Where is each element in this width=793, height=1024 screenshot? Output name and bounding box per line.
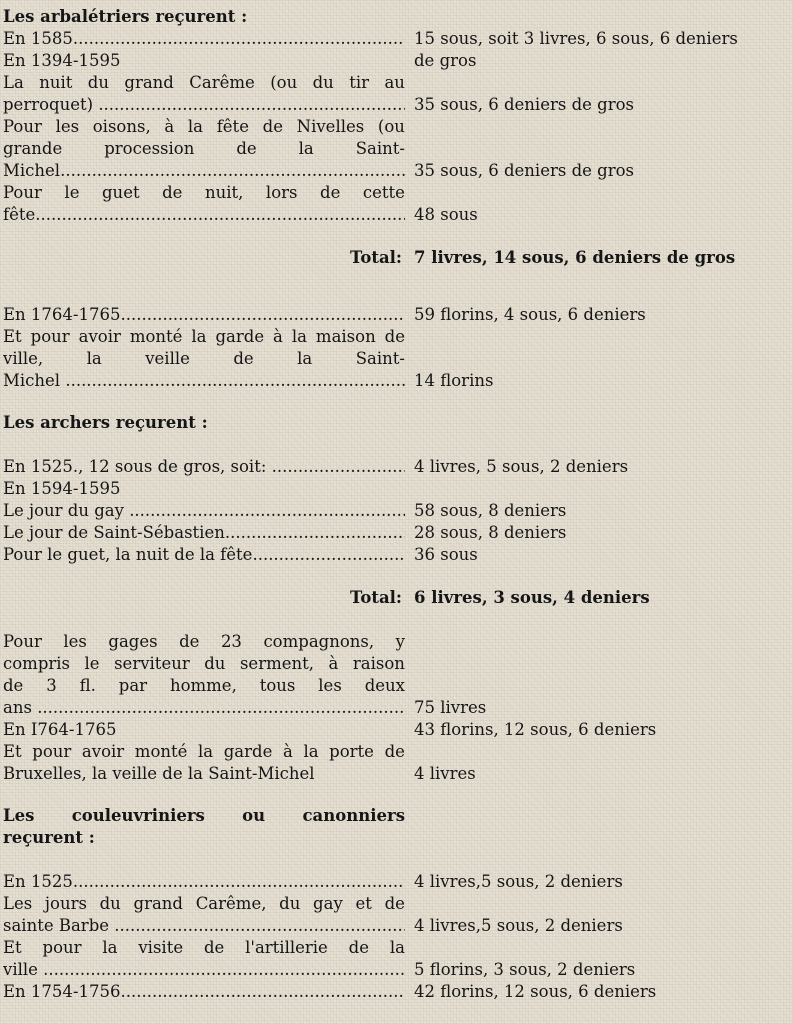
entry-label	[3, 981, 405, 1003]
entry-label	[3, 522, 405, 544]
dot-leader	[129, 500, 405, 522]
label-text: garde	[215, 327, 265, 346]
label-text: serment,	[239, 654, 315, 673]
label-text: de	[384, 894, 405, 913]
label-text: de	[348, 938, 369, 957]
label-text: le	[84, 654, 100, 673]
entry-value: de gros	[414, 51, 477, 70]
entry-label-line	[3, 370, 405, 392]
label-text: garde	[223, 742, 273, 761]
label-text: Pour	[3, 183, 42, 202]
label-text: la	[102, 938, 118, 957]
label-text: la	[297, 349, 313, 368]
label-text: compagnons,	[263, 632, 375, 651]
label-text: de	[3, 676, 24, 695]
label-text: tous	[259, 676, 296, 695]
entry-value: 59 florins, 4 sous, 6 deniers	[414, 305, 646, 324]
entry-row	[0, 160, 793, 182]
entry-label-line	[3, 675, 405, 697]
label-text: Les	[3, 806, 35, 825]
entry-label-line	[3, 937, 405, 959]
dot-leader	[43, 959, 405, 981]
label-text: jours	[44, 894, 87, 913]
label-text: Nivelles	[296, 117, 365, 136]
entry-value: 15 sous, soit 3 livres, 6 sous, 6 deniers	[414, 29, 738, 48]
label-text: sainte Barbe	[3, 916, 115, 935]
label-text: serviteur	[114, 654, 190, 673]
label-text: du	[87, 73, 109, 92]
entry-value: 58 sous, 8 deniers	[414, 501, 567, 520]
dot-leader	[98, 94, 405, 116]
label-text: l'artillerie	[245, 938, 328, 957]
entry-value: 36 sous	[414, 545, 478, 564]
dot-leader	[60, 160, 405, 182]
dot-leader	[35, 204, 405, 226]
label-text: deux	[364, 676, 405, 695]
entry-label-line	[3, 160, 405, 182]
entry-row	[0, 763, 793, 785]
entry-row	[0, 915, 793, 937]
entry-label-line	[3, 138, 405, 160]
entry-row	[0, 981, 793, 1003]
label-text: maison	[315, 327, 376, 346]
label-text: Le jour du gay	[3, 501, 130, 520]
label-text: homme,	[169, 676, 237, 695]
label-text: du	[204, 654, 226, 673]
entry-row	[0, 182, 793, 204]
label-text: grande	[3, 139, 63, 158]
label-text: de	[384, 327, 405, 346]
label-text: En 1525.	[3, 872, 79, 891]
entry-row	[0, 937, 793, 959]
dot-leader	[252, 544, 405, 566]
entry-row	[0, 348, 793, 370]
entry-label: En 1394-1595	[3, 51, 121, 70]
entry-label-line	[3, 959, 405, 981]
section-heading-couleuvriniers	[0, 805, 793, 827]
label-text: 23	[220, 632, 242, 651]
label-text: ou	[242, 806, 266, 825]
entry-label	[3, 456, 405, 478]
entry-label	[3, 28, 405, 50]
entry-value: 4 livres	[414, 764, 476, 783]
entry-row	[0, 741, 793, 763]
entry-row	[0, 50, 793, 72]
label-text: à	[282, 742, 293, 761]
total-value: 6 livres, 3 sous, 4 deniers	[414, 588, 650, 607]
label-text: Et	[3, 938, 22, 957]
entry-row	[0, 72, 793, 94]
dot-leader	[126, 981, 405, 1003]
label-text: ans	[3, 698, 38, 717]
label-text: la	[187, 117, 204, 136]
entry-value: 4 livres,5 sous, 2 deniers	[414, 916, 623, 935]
label-text: compris	[3, 654, 71, 673]
label-text: du	[279, 894, 301, 913]
label-text: du	[99, 894, 121, 913]
label-text: tir	[349, 73, 370, 92]
entry-value: 48 sous	[414, 205, 478, 224]
label-text: 3	[46, 676, 57, 695]
entry-label	[3, 500, 405, 522]
entry-label-line	[3, 204, 405, 226]
entry-row	[0, 370, 793, 392]
label-text: (ou	[377, 117, 405, 136]
section-heading-archers	[0, 412, 793, 434]
entry-label-line	[3, 697, 405, 719]
label-text: et	[355, 894, 372, 913]
label-text: En 1754-1756.	[3, 982, 126, 1001]
entry-row	[0, 478, 793, 500]
label-text: Michel	[3, 161, 61, 180]
dot-leader	[65, 370, 405, 392]
total-row	[0, 247, 793, 269]
label-text: Saint-	[355, 139, 405, 158]
entry-row	[0, 631, 793, 653]
entry-value: 35 sous, 6 deniers de gros	[414, 161, 634, 180]
entry-value: 75 livres	[414, 698, 487, 717]
heading-text: Les arbalétriers reçurent :	[3, 7, 248, 26]
entry-row	[0, 28, 793, 50]
entry-value: 42 florins, 12 sous, 6 deniers	[414, 982, 657, 1001]
entry-label-line	[3, 631, 405, 653]
label-text: procession	[104, 139, 195, 158]
label-text: à	[328, 654, 339, 673]
label-text: de	[203, 938, 225, 957]
entry-label-line	[3, 348, 405, 370]
entry-value: 14 florins	[414, 371, 494, 390]
entry-value: 28 sous, 8 deniers	[414, 523, 567, 542]
total-label: Total:	[349, 588, 402, 607]
label-text: cette	[362, 183, 405, 202]
label-text: les	[318, 676, 342, 695]
label-text: pour	[42, 938, 82, 957]
label-text: de	[262, 117, 283, 136]
heading-text-line	[3, 805, 405, 827]
label-text: à	[164, 117, 175, 136]
label-text: la	[303, 742, 319, 761]
label-text: monté	[134, 742, 188, 761]
label-text: au	[384, 73, 405, 92]
label-text: de	[233, 349, 254, 368]
label-text: Pour	[3, 117, 42, 136]
label-text: les	[55, 117, 80, 136]
label-text: de	[236, 139, 257, 158]
label-text: de	[179, 632, 200, 651]
label-text: ville	[3, 960, 44, 979]
entry-row	[0, 653, 793, 675]
label-text: porte	[329, 742, 374, 761]
label-text: y	[395, 632, 405, 651]
label-text: Carême	[189, 73, 255, 92]
heading-text: Les archers reçurent :	[3, 413, 208, 432]
entry-value: 43 florins, 12 sous, 6 deniers	[414, 720, 657, 739]
label-text: nuit	[39, 73, 73, 92]
section-heading-arbaletriers	[0, 6, 793, 28]
label-text: de	[384, 742, 405, 761]
dot-leader	[78, 871, 405, 893]
label-text: En 1764-1765	[3, 305, 121, 324]
entry-label-line	[3, 72, 405, 94]
entry-value: 4 livres, 5 sous, 2 deniers	[414, 457, 629, 476]
label-text: lors	[265, 183, 298, 202]
heading-text-line: reçurent :	[3, 828, 95, 847]
dot-leader	[37, 697, 405, 719]
entry-row	[0, 94, 793, 116]
entry-row	[0, 522, 793, 544]
label-text: guet	[102, 183, 140, 202]
label-text: canonniers	[302, 806, 405, 825]
label-text: Carême,	[195, 894, 267, 913]
entry-value: 4 livres,5 sous, 2 deniers	[414, 872, 623, 891]
entry-label-line	[3, 893, 405, 915]
label-text: de	[162, 183, 183, 202]
entry-label-line	[3, 741, 405, 763]
label-text: avoir	[78, 327, 121, 346]
label-text: gay	[313, 894, 343, 913]
label-text: du	[312, 73, 334, 92]
entry-label-line	[3, 94, 405, 116]
label-text: raison	[352, 654, 405, 673]
entry-label: En 1594-1595	[3, 479, 121, 498]
dot-leader	[120, 304, 405, 326]
label-text: Pour	[3, 632, 42, 651]
entry-row	[0, 116, 793, 138]
label-text: En 1525., 12 sous de gros, soit:	[3, 457, 272, 476]
label-text: la	[389, 938, 405, 957]
entry-label: En I764-1765	[3, 720, 117, 739]
entry-label-line	[3, 653, 405, 675]
label-text: la	[291, 327, 307, 346]
label-text: Le jour de Saint-Sébastien	[3, 523, 225, 542]
label-text: La	[3, 73, 24, 92]
entry-row	[0, 500, 793, 522]
label-text: veille	[145, 349, 190, 368]
label-text: par	[118, 676, 148, 695]
label-text: (ou	[270, 73, 298, 92]
label-text: la	[86, 349, 102, 368]
entry-label-line	[3, 915, 405, 937]
label-text: la	[191, 327, 207, 346]
entry-row	[0, 871, 793, 893]
label-text: nuit,	[204, 183, 244, 202]
total-row	[0, 587, 793, 609]
label-text: pour	[32, 742, 72, 761]
entry-row	[0, 893, 793, 915]
entry-label	[3, 304, 405, 326]
entry-row	[0, 959, 793, 981]
label-text: la	[198, 742, 214, 761]
entry-label	[3, 871, 405, 893]
entry-value: 35 sous, 6 deniers de gros	[414, 95, 634, 114]
entry-row	[0, 675, 793, 697]
entry-label-line	[3, 182, 405, 204]
entry-row	[0, 719, 793, 741]
entry-row	[0, 138, 793, 160]
section-heading-couleuvriniers-cont	[0, 827, 793, 849]
entry-label-line	[3, 116, 405, 138]
label-text: Et	[3, 327, 22, 346]
entry-row	[0, 326, 793, 348]
entry-row	[0, 544, 793, 566]
entry-label	[3, 544, 405, 566]
label-text: Pour le guet, la nuit de la fête	[3, 545, 253, 564]
entry-label-line: Bruxelles, la veille de la Saint-Michel	[3, 764, 315, 783]
label-text: grand	[133, 894, 183, 913]
label-text: grand	[124, 73, 174, 92]
label-text: pour	[30, 327, 70, 346]
label-text: de	[320, 183, 341, 202]
dot-leader	[73, 28, 405, 50]
entry-row	[0, 697, 793, 719]
label-text: fl.	[79, 676, 96, 695]
label-text: Et	[3, 742, 22, 761]
label-text: En 1585	[3, 29, 73, 48]
label-text: couleuvriniers	[71, 806, 205, 825]
label-text: le	[64, 183, 80, 202]
entry-row	[0, 204, 793, 226]
entry-label-line	[3, 326, 405, 348]
label-text: gages	[108, 632, 158, 651]
label-text: avoir	[81, 742, 125, 761]
label-text: monté	[129, 327, 183, 346]
label-text: les	[63, 632, 87, 651]
total-label: Total:	[349, 248, 402, 267]
dot-leader	[225, 522, 405, 544]
entry-row	[0, 456, 793, 478]
total-value: 7 livres, 14 sous, 6 deniers de gros	[414, 248, 736, 267]
label-text: ville,	[3, 349, 44, 368]
label-text: oisons,	[92, 117, 151, 136]
entry-row	[0, 304, 793, 326]
label-text: Michel	[3, 371, 66, 390]
label-text: à	[273, 327, 283, 346]
label-text: visite	[138, 938, 184, 957]
label-text: Les	[3, 894, 33, 913]
label-text: fête	[3, 205, 36, 224]
dot-leader	[114, 915, 405, 937]
label-text: la	[298, 139, 314, 158]
label-text: Saint-	[355, 349, 405, 368]
label-text: fête	[216, 117, 249, 136]
label-text: perroquet)	[3, 95, 99, 114]
dot-leader	[272, 456, 405, 478]
entry-value: 5 florins, 3 sous, 2 deniers	[414, 960, 636, 979]
